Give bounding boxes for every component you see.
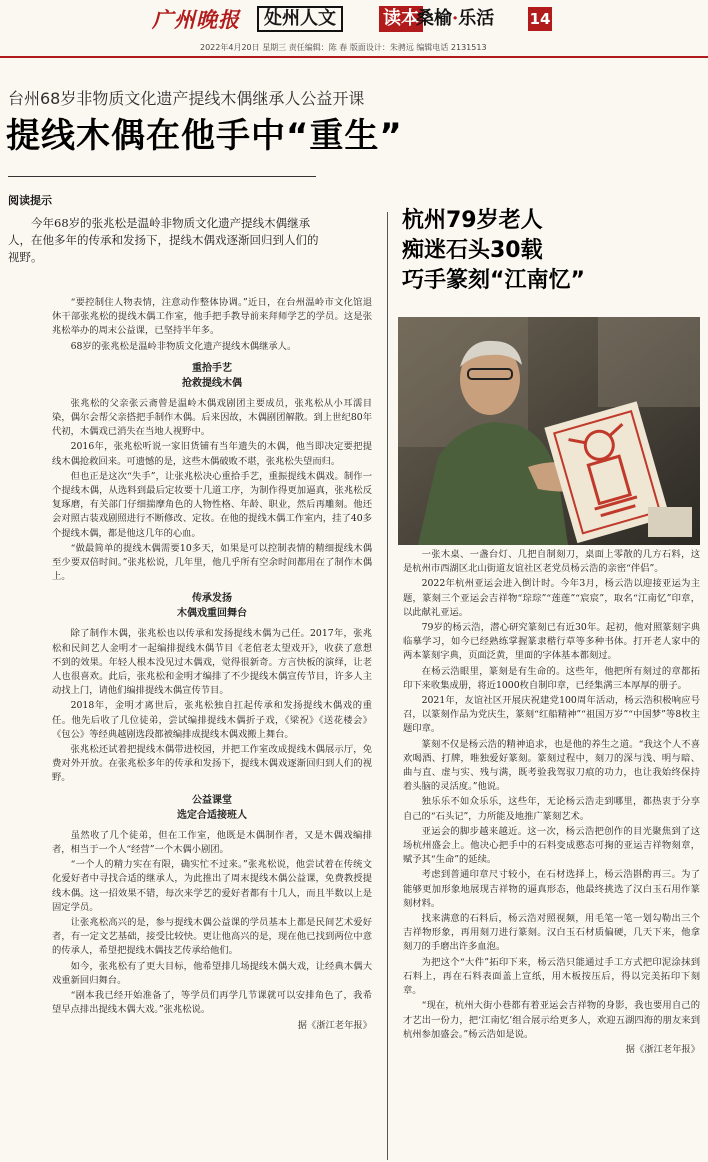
body-paragraph: 2021年，友谊社区开展庆祝建党100周年活动，杨云浩积极响应号召，以篆刻作品为党庆生，篆刻“红船精神”“祖国万岁”“中国梦”等8枚主题印章。	[403, 695, 700, 735]
body-paragraph: 让张兆松高兴的是，参与提线木偶公益课的学员基本上都是民间艺术爱好者，有一定文艺基础，接受比较快。更让他高兴的是，现在他已找到两位中意的传承人，希望把提线木偶技艺传承给他们。	[52, 916, 372, 957]
page-number: 14	[528, 7, 552, 31]
body-paragraph: 张兆松还试着把提线木偶带进校园，并把工作室改成提线木偶展示厅，免费对外开放。在张兆松多年的传承和发扬下，提线木偶戏逐渐回归到人们的视野。	[52, 744, 372, 784]
body-paragraph: 在杨云浩眼里，篆刻是有生命的。这些年，他把所有刻过的章都拓印下来收集成册，将近1000枚自制印章，已经集满三本厚厚的册子。	[403, 665, 700, 691]
body-paragraph: “要控制住人物表情，注意动作整体协调。”近日，在台州温岭市文化馆退休干部张兆松的提线木偶工作室，他手把手教导前来拜师学艺的学员。这是张兆松举办的周末公益课，已坚持半年多。	[52, 297, 372, 337]
editor-phone: 编辑电话 2131513	[416, 43, 487, 52]
body-paragraph: 张兆松的父亲张云斋曾是温岭木偶戏剧团主要成员，张兆松从小耳濡目染，偶尔会帮父亲搭把手制作木偶。后来因故，木偶剧团解散。到上世纪80年代初，木偶戏已消失在当地人视野中。	[52, 397, 372, 438]
body-paragraph: 79岁的杨云浩，潜心研究篆刻已有近30年。起初，他对照篆刻字典临摹学习，如今已经熟练掌握篆隶楷行草等多种书体。打开老人家中的两本篆刻字典，页面泛黄，里面的字体基本都刻过。	[403, 622, 700, 662]
source-credit: 据《浙江老年报》	[297, 1020, 372, 1032]
section-separator: ·	[452, 8, 459, 29]
section-subname: 乐活	[458, 8, 495, 29]
body-paragraph: “现在，杭州大街小巷都有着亚运会吉祥物的身影，我也要用自己的才艺出一份力，把‘江南忆’组合展示给更多人，欢迎五湖四海的朋友来到杭州参加盛会。”杨云浩如是说。	[403, 1000, 700, 1040]
body-paragraph: 除了制作木偶，张兆松也以传承和发扬提线木偶为己任。2017年，张兆松和民间艺人金明才一起编排提线木偶节目《老倌老太望戏开》，收获了意想不到的效果。年轻人根本没见过木偶戏，觉得很新奇。方言快板的演绎，让老人也很喜欢。此后，张兆松和金明才编排了不少提线木偶宣传节目，许多人主动找上门，请他们编排提线木偶宣传节目。	[52, 628, 372, 697]
body-paragraph: 篆刻不仅是杨云浩的精神追求，也是他的养生之道。“我这个人不喜欢喝酒、打牌，唯独爱好篆刻。篆刻过程中，刻刀的深与浅、明与暗、曲与直、虚与实、残与满，既考验我驾驭刀痕的功力，也让我始终保持着头脑的灵活度。”他说。	[403, 738, 700, 793]
body-paragraph: 虽然收了几个徒弟，但在工作室，他既是木偶制作者，又是木偶戏编排者，相当于一个人“经营”一个木偶小剧团。	[52, 829, 372, 855]
lead-label: 阅读提示	[8, 194, 52, 207]
second-article-body	[403, 548, 700, 1162]
body-paragraph: 2022年杭州亚运会进入倒计时。今年3月，杨云浩以迎接亚运为主题，篆刻三个亚运会吉祥物“琮琮”“莲莲”“宸宸”，取名“江南忆”印章，以此献礼亚运。	[403, 578, 700, 618]
section-heading	[52, 793, 372, 823]
headline-line: 杭州79岁老人	[402, 208, 543, 233]
headline-line: 痴迷石头30载	[402, 238, 543, 263]
body-paragraph: 为把这个“大件”拓印下来，杨云浩只能通过手工方式把印泥涂抹到石料上，再在石料表面盖上宣纸，用木板按压后，得以完美拓印下刻章。	[403, 956, 700, 997]
lead-divider	[8, 176, 316, 177]
body-paragraph: 如今，张兆松有了更大目标，他希望排几场提线木偶大戏，让经典木偶大戏重新回归舞台。	[52, 960, 372, 986]
section-heading-line: 木偶戏重回舞台	[177, 608, 247, 620]
lead-text: 今年68岁的张兆松是温岭非物质文化遗产提线木偶继承人，在他多年的传承和发扬下，提线木偶戏逐渐回归到人们的视野。	[8, 216, 319, 264]
header-rule	[0, 56, 708, 58]
supplement-label: 处州人文	[257, 6, 343, 32]
article-kicker: 台州68岁非物质文化遗产提线木偶继承人公益开课	[8, 89, 365, 108]
masthead	[0, 0, 708, 36]
body-paragraph: “一个人的精力实在有限，确实忙不过来。”张兆松说，他尝试着在传统文化爱好者中寻找合适的继承人，为此推出了周末提线木偶公益课，免费教授提线木偶。这一招效果不错，每次来学艺的爱好者都有十几人，而且半数以上是固定学员。	[52, 859, 372, 913]
section-heading-line: 传承发扬	[192, 593, 232, 605]
editor-credit: 责任编辑：陈 春	[288, 43, 348, 52]
body-paragraph: 找来满意的石料后，杨云浩对照视频，用毛笔一笔一划勾勒出三个吉祥物形象，再用刻刀进行篆刻。汉白玉石材质偏硬，几天下来，他拿刻刀的手磨出许多血泡。	[403, 913, 700, 953]
section-heading-line: 公益课堂	[192, 794, 232, 806]
body-paragraph: 2016年，张兆松听说一家旧货铺有当年遗失的木偶，他当即决定要把提线木偶抢救回来。可遗憾的是，这些木偶破败不堪，张兆松失望而归。	[52, 441, 372, 467]
body-paragraph: 亚运会的脚步越来越近。这一次，杨云浩把创作的目光聚焦到了这场杭州盛会上。他决心把手中的石料变成憨态可掬的亚运吉祥物刻章，赋予其“生命”的延续。	[403, 825, 700, 866]
column-divider	[387, 212, 388, 1160]
section-name: 桑榆	[416, 8, 452, 29]
section-heading	[52, 591, 372, 621]
section-heading	[52, 361, 372, 391]
body-paragraph: 考虑到普通印章尺寸较小，在石材选择上，杨云浩斟酌再三。为了能够更加形象地展现吉祥物的逼真形态，他最终挑选了汉白玉石用作篆刻材料。	[403, 869, 700, 909]
section-heading-line: 选定合适接班人	[177, 809, 247, 821]
second-article-headline	[402, 206, 702, 296]
body-paragraph: 但也正是这次“失手”，让张兆松决心重拾手艺，重振提线木偶戏。制作一个提线木偶，从选料到最后定妆要十几道工序，为制作得更加逼真，张兆松反复琢磨，有关部门仔细揣摩角色的人物性格、年龄、职业，然后再雕刻。他还会对照古装戏剧照进行不断修改、定妆。在他的提线木偶工作室内，挂了40多个提线木偶，都是他这几年的心血。	[52, 470, 372, 539]
section-heading-line: 抢救提线木偶	[182, 377, 242, 389]
section-heading-line: 重拾手艺	[192, 362, 232, 374]
body-paragraph: “做最简单的提线木偶需要10多天，如果是可以控制表情的精细提线木偶至少要双倍时间。”张兆松说，几年里，他几乎所有空余时间都用在了制作木偶上。	[52, 542, 372, 583]
issue-date: 2022年4月20日	[200, 43, 260, 52]
edition-info	[200, 42, 487, 53]
newspaper-logo: 广州晚报	[152, 7, 240, 32]
section-title	[416, 6, 494, 32]
body-paragraph: 独乐乐不如众乐乐，这些年，无论杨云浩走到哪里，都热衷于分享自己的“石头记”，力所能及地推广篆刻艺术。	[403, 796, 700, 822]
issue-weekday: 星期三	[262, 43, 287, 52]
source-credit: 据《浙江老年报》	[625, 1043, 700, 1055]
article-photo	[398, 317, 700, 545]
article-headline: 提线木偶在他手中“重生”	[6, 116, 403, 156]
body-paragraph: 68岁的张兆松是温岭非物质文化遗产提线木偶继承人。	[70, 340, 297, 352]
body-paragraph: 2018年，金明才离世后，张兆松独自扛起传承和发扬提线木偶戏的重任。他先后收了几位徒弟，尝试编排提线木偶折子戏，《梁祝》《送花楼会》《包公》等经典越剧选段都被编排成提线木偶戏搬上舞台。	[52, 700, 372, 740]
designer-credit: 版面设计：朱骋远	[349, 43, 414, 52]
body-paragraph: “剧本我已经开始准备了，等学员们再学几节课就可以安排角色了，我希望早点排出提线木偶大戏。”张兆松说。	[52, 989, 372, 1016]
body-paragraph: 一张木桌、一盏台灯、几把自制刻刀，桌面上零散的几方石料，这是杭州市西湖区北山街道友谊社区老党员杨云浩的亲密“伴侣”。	[403, 549, 700, 575]
reader-badge: 读本	[379, 6, 423, 32]
photo-illustration	[398, 317, 700, 545]
article-body-left	[52, 296, 372, 1162]
headline-line: 巧手篆刻“江南忆”	[402, 268, 585, 293]
